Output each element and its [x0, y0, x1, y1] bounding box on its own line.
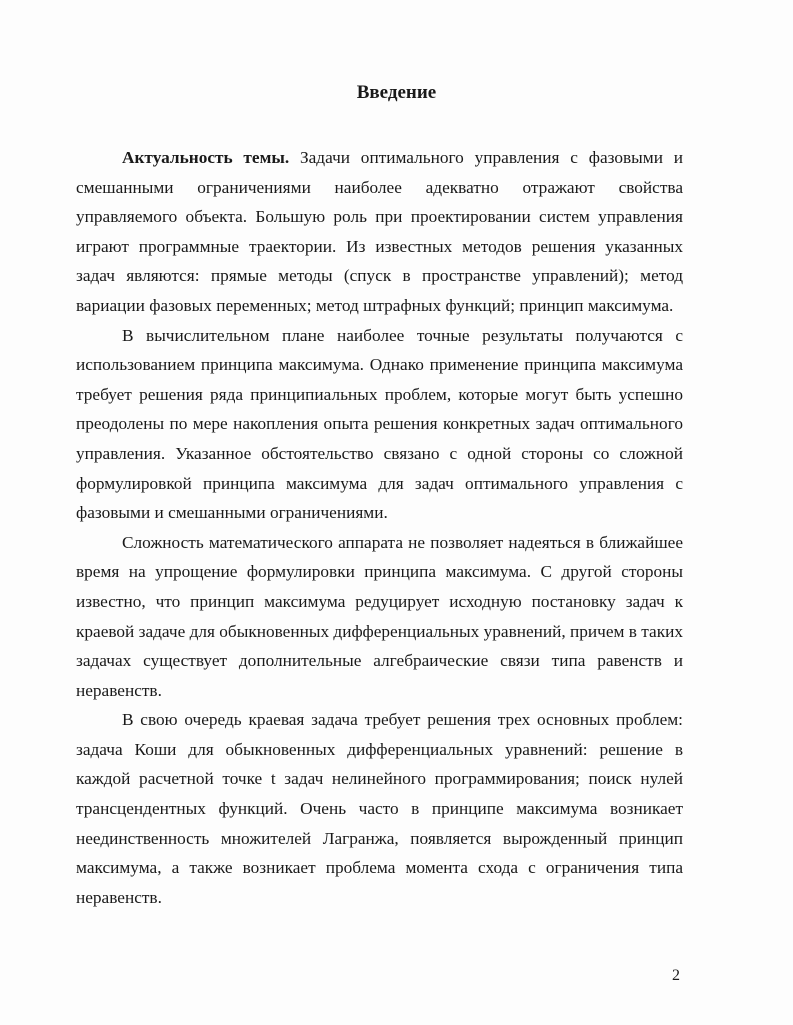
- paragraph-lead: Актуальность темы.: [122, 148, 290, 167]
- paragraph-relevance: [76, 143, 683, 321]
- paragraph-computational: В вычислительном плане наиболее точные результаты получаются с использованием принципа максимума. Однако применение принципа максимума требует решения ряда принципиальных проблем, которые могут быть успешно преодолены по мере накопления опыта решения конкретных задач оптимального управления. Указанное обстоятельство связано с одной стороны со сложной формулировкой принципа максимума для задач оптимального управления с фазовыми и смешанными ограничениями.: [76, 325, 683, 523]
- page-title: Введение: [356, 82, 437, 103]
- paragraph-complexity: Сложность математического аппарата не позволяет надеяться в ближайшее время на упрощение формулировки принципа максимума. С другой стороны известно, что принцип максимума редуцирует исходную постановку задач к краевой задаче для обыкновенных дифференциальных уравнений, причем в таких задачах существует дополнительные алгебраические связи типа равенств и неравенств.: [76, 532, 683, 700]
- paragraph-text: Задачи оптимального управления с фазовыми и смешанными ограничениями наиболее адекватно отражают свойства управляемого объекта. Большую роль при проектировании систем управления играют программные траектории. Из известных методов решения указанных задач являются: прямые методы (спуск в пространстве управлений); метод вариации фазовых переменных; метод штрафных функций; принцип максимума.: [76, 148, 683, 315]
- body-text: [76, 143, 683, 912]
- paragraph-boundary-problem: В свою очередь краевая задача требует решения трех основных проблем: задача Коши для обыкновенных дифференциальных уравнений: решение в каждой расчетной точке t задач нелинейного программирования; поиск нулей трансцендентных функций. Очень часто в принципе максимума возникает неединственность множителей Лагранжа, появляется вырожденный принцип максимума, а также возникает проблема момента схода с ограничения типа неравенств.: [76, 710, 683, 907]
- page-number: 2: [672, 967, 680, 984]
